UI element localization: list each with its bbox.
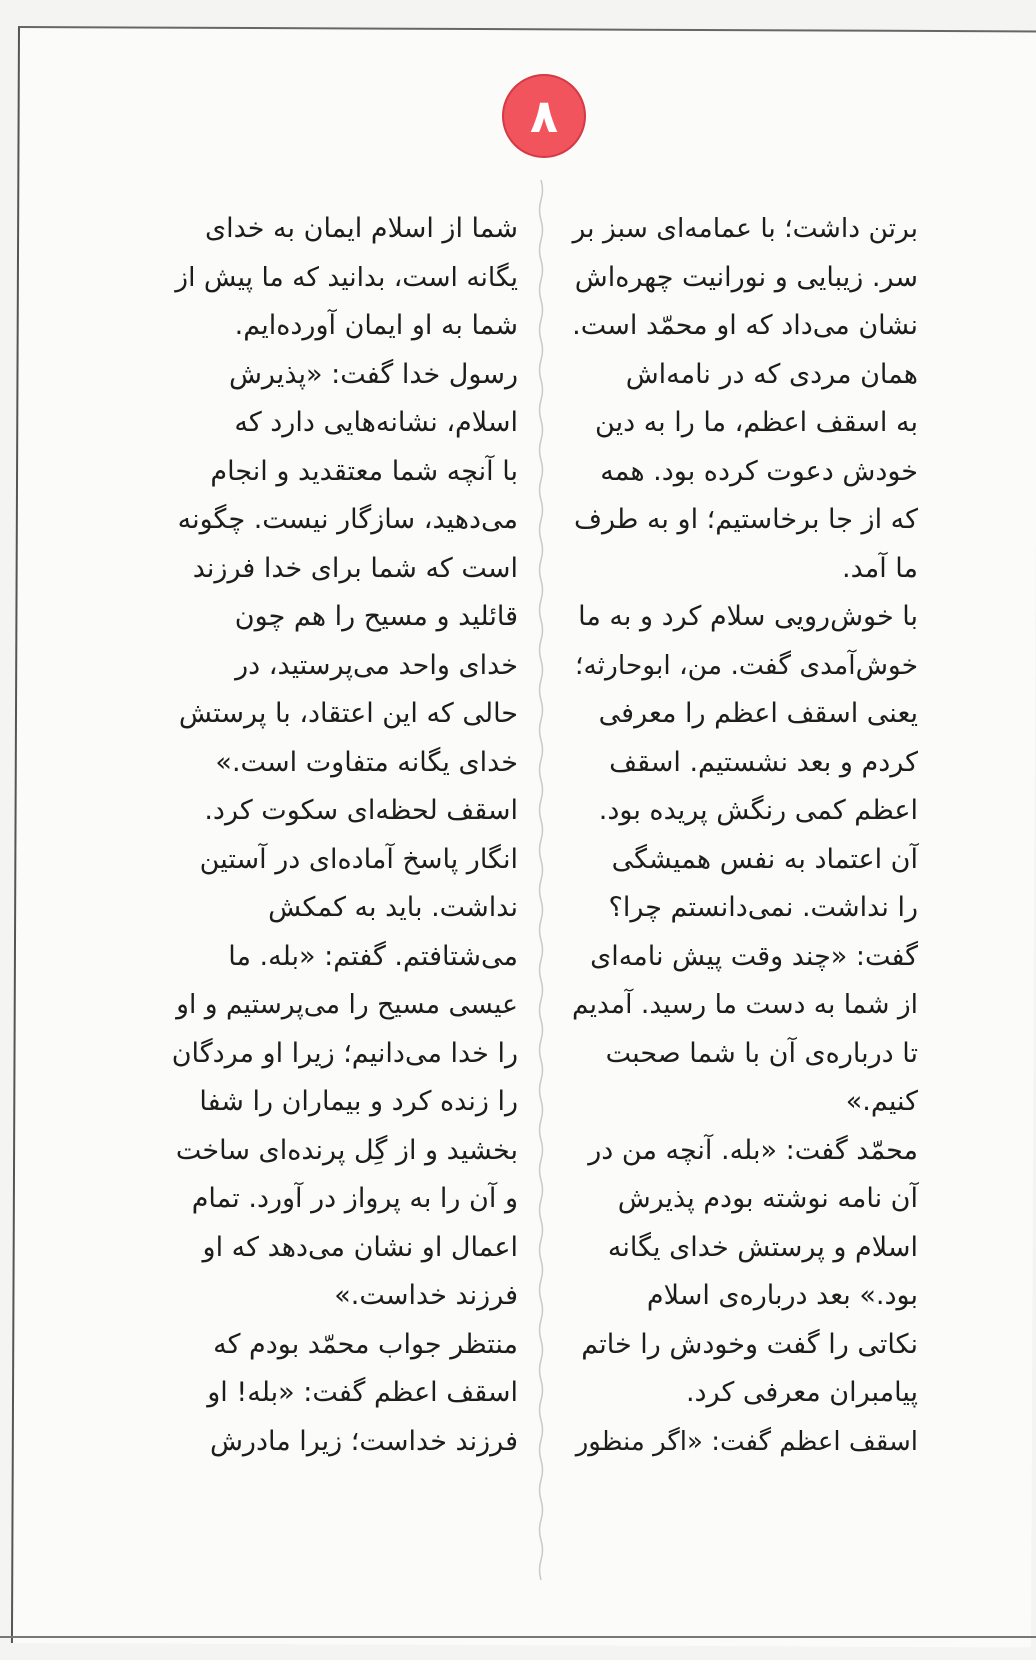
text-line: اسقف اعظم گفت: «بله! او [207,1377,518,1408]
text-line: پیامبران معرفی کرد. [685,1377,918,1408]
page-number-badge [502,74,586,158]
text-line: اسلام و پرستش خدای یگانه [607,1231,918,1263]
text-line: اعمال او نشان می‌دهد که او [202,1231,518,1263]
text-line: شما به او ایمان آورده‌ایم. [234,310,518,341]
text-line: قائلید و مسیح را هم چون [234,601,518,632]
text-line: انگار پاسخ آماده‌ای در آستین [199,843,518,875]
text-line: کردم و بعد نشستیم. اسقف [609,746,918,778]
text-line: را نداشت. نمی‌دانستم چرا؟ [608,892,918,923]
column-divider [535,180,547,1580]
text-line: است که شما برای خدا فرزند [192,552,518,584]
text-line: برتن داشت؛ با عمامه‌ای سبز بر [572,213,918,244]
text-line: حالی که این اعتقاد، با پرستش [178,698,518,729]
text-line: به اسقف اعظم، ما را به دین [595,407,918,438]
text-line: ما آمد. [842,552,918,584]
text-line: شما از اسلام ایمان به خدای [204,213,518,244]
text-line: گفت: «چند وقت پیش نامه‌ای [590,940,918,972]
text-line: منتظر جواب محمّد بودم که [213,1328,518,1360]
text-line: با خوش‌رویی سلام کرد و به ما [578,601,918,632]
text-line: بخشید و از گِل پرنده‌ای ساخت [175,1134,518,1166]
text-line: آن نامه نوشته بودم پذیرش [617,1183,918,1214]
text-line: خوش‌آمدی گفت. من، ابوحارثه؛ [575,649,918,681]
right-text-column [570,205,918,1466]
text-line: خدای یگانه متفاوت است.» [215,746,518,778]
text-line: سر. زیبایی و نورانیت چهره‌اش [574,261,918,293]
text-line: همان مردی که در نامه‌اش [625,358,918,390]
text-line: از شما به دست ما رسید. آمدیم [572,989,918,1020]
text-line: نداشت. باید به کمکش [268,892,518,923]
text-line: تا درباره‌ی آن با شما صحبت [605,1037,918,1069]
text-line: با آنچه شما معتقدید و انجام [210,455,518,487]
text-line: نکاتی را گفت وخودش را خاتم [581,1328,918,1360]
text-line: کنیم.» [845,1086,918,1117]
text-line: بود.» بعد درباره‌ی اسلام [646,1280,918,1311]
text-line: اسقف اعظم گفت: «اگر منظور [575,1426,918,1457]
text-line: رسول خدا گفت: «پذیرش [228,358,518,390]
text-line: فرزند خداست؛ زیرا مادرش [209,1425,518,1457]
text-line: اسقف لحظه‌ای سکوت کرد. [204,795,518,826]
text-line: خدای واحد می‌پرستید، در [235,649,518,681]
text-line: محمّد گفت: «بله. آنچه من در [588,1134,918,1166]
text-line: اعظم کمی رنگش پریده بود. [598,795,918,826]
text-line: نشان می‌داد که او محمّد است. [572,310,918,341]
text-line: را خدا می‌دانیم؛ زیرا او مردگان [171,1037,518,1069]
left-text-column [172,205,518,1466]
text-line: خودش دعوت کرده بود. همه [600,455,918,487]
text-line: عیسی مسیح را می‌پرستیم و او [176,989,518,1020]
text-line: و آن را به پرواز در آورد. تمام [191,1183,518,1214]
text-line: یگانه است، بدانید که ما پیش از [175,261,518,293]
text-line: اسلام، نشانه‌هایی دارد که [234,407,518,438]
text-line: یعنی اسقف اعظم را معرفی [598,698,918,729]
text-line: می‌شتافتم. گفتم: «بله. ما [228,940,518,972]
text-line: که از جا برخاستیم؛ او به طرف [574,504,918,535]
text-line: می‌دهید، سازگار نیست. چگونه [177,504,518,535]
text-line: را زنده کرد و بیماران را شفا [199,1086,518,1117]
text-line: فرزند خداست.» [334,1280,518,1311]
page-number: ۸ [529,89,559,143]
text-line: آن اعتماد به نفس همیشگی [611,843,918,875]
page-bottom-edge [0,1636,1036,1642]
